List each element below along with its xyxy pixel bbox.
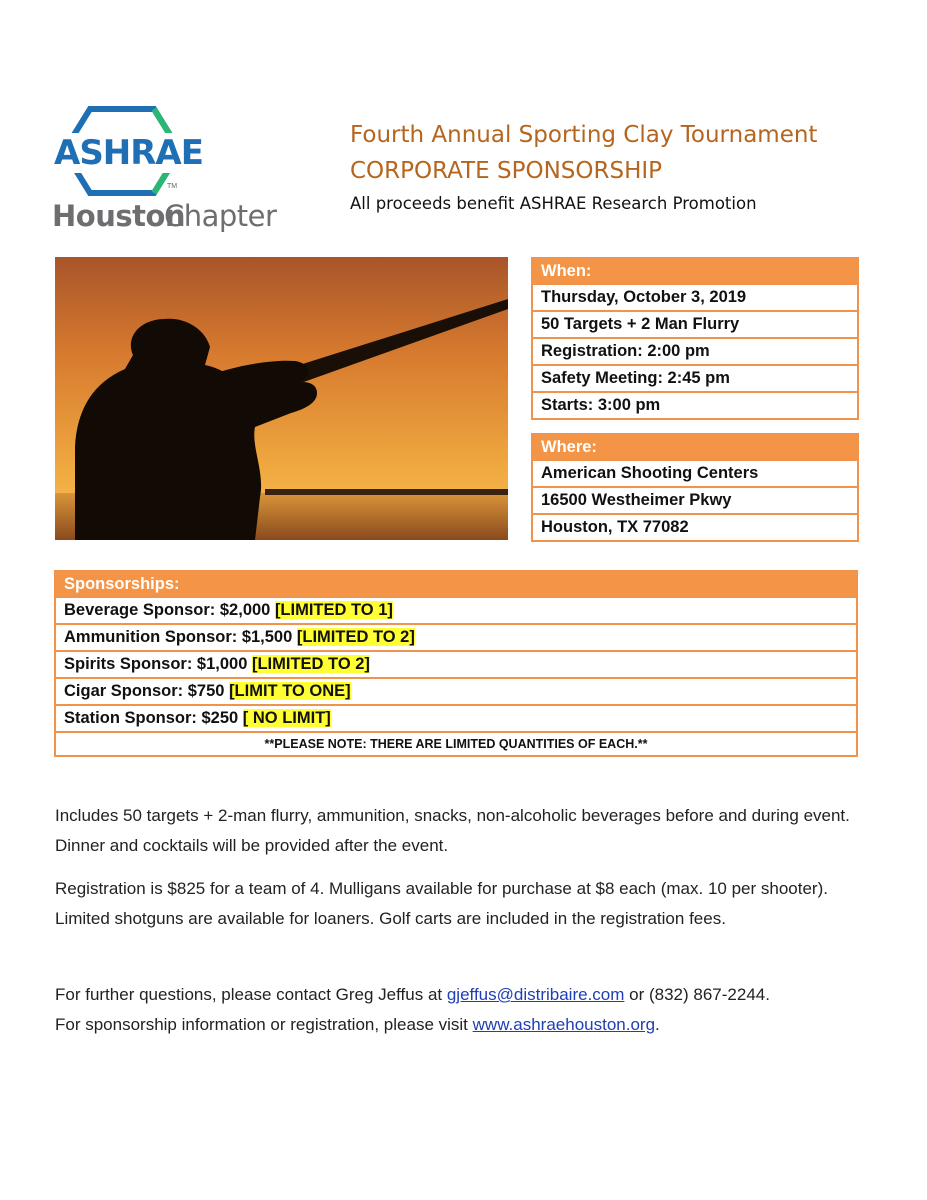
- ashrae-houston-logo: [52, 105, 277, 240]
- contact-text: For further questions, please contact Greg Jeffus at: [55, 985, 447, 1004]
- logo-houston: Houston: [52, 199, 186, 233]
- sponsorship-label: Station Sponsor: $250: [64, 709, 243, 727]
- sponsorship-limit: [ NO LIMIT]: [242, 709, 331, 727]
- when-row: Thursday, October 3, 2019: [533, 283, 857, 310]
- website-link[interactable]: www.ashraehouston.org: [472, 1015, 656, 1034]
- logo-trademark: TM: [167, 183, 178, 190]
- where-row: American Shooting Centers: [533, 459, 857, 486]
- email-link[interactable]: gjeffus@distribaire.com: [446, 985, 625, 1004]
- sponsorships-box: [54, 570, 858, 757]
- sponsorship-limit: [LIMITED TO 2]: [251, 655, 370, 673]
- sponsorship-label: Spirits Sponsor: $1,000: [64, 655, 252, 673]
- sponsorship-limit: [LIMITED TO 2]: [296, 628, 415, 646]
- sponsorship-row: [56, 677, 856, 704]
- where-row: Houston, TX 77082: [533, 513, 857, 540]
- proceeds-note: All proceeds benefit ASHRAE Research Promotion: [350, 194, 757, 213]
- logo-chapter: Chapter: [164, 199, 277, 233]
- period-text: .: [655, 1015, 660, 1034]
- shooter-silhouette-photo: [55, 257, 508, 540]
- sponsorship-label: Ammunition Sponsor: $1,500: [64, 628, 297, 646]
- sponsorship-row: [56, 704, 856, 731]
- when-row: Safety Meeting: 2:45 pm: [533, 364, 857, 391]
- sponsorships-heading: Sponsorships:: [56, 572, 856, 596]
- visit-text: For sponsorship information or registration, please visit: [55, 1015, 473, 1034]
- when-heading: When:: [533, 259, 857, 283]
- where-box: [531, 433, 859, 542]
- sponsorship-label: Cigar Sponsor: $750: [64, 682, 230, 700]
- sponsorship-row: [56, 623, 856, 650]
- where-heading: Where:: [533, 435, 857, 459]
- when-row: Starts: 3:00 pm: [533, 391, 857, 418]
- sponsorship-label: Beverage Sponsor: $2,000: [64, 601, 275, 619]
- where-row: 16500 Westheimer Pkwy: [533, 486, 857, 513]
- page-subtitle: CORPORATE SPONSORSHIP: [350, 158, 663, 184]
- sponsorship-limit: [LIMITED TO 1]: [274, 601, 393, 619]
- logo-word: ASHRAE: [54, 133, 203, 173]
- sponsorship-row: [56, 650, 856, 677]
- sponsorship-row: [56, 596, 856, 623]
- sponsorship-limit: [LIMIT TO ONE]: [229, 682, 351, 700]
- contact-paragraph: [55, 980, 865, 1040]
- when-box: [531, 257, 859, 420]
- when-row: Registration: 2:00 pm: [533, 337, 857, 364]
- when-row: 50 Targets + 2 Man Flurry: [533, 310, 857, 337]
- contact-phone-text: or (832) 867-2244.: [624, 985, 770, 1004]
- sponsorship-note: **PLEASE NOTE: THERE ARE LIMITED QUANTITIES OF EACH.**: [56, 731, 856, 755]
- registration-paragraph: Registration is $825 for a team of 4. Mulligans available for purchase at $8 each (max. 10 per shooter). Limited shotguns are available for loaners. Golf carts are included in the registration fees.: [55, 879, 828, 928]
- includes-paragraph: Includes 50 targets + 2-man flurry, ammunition, snacks, non-alcoholic beverages before and during event. Dinner and cocktails will be provided after the event.: [55, 806, 850, 855]
- page-title: Fourth Annual Sporting Clay Tournament: [350, 122, 818, 148]
